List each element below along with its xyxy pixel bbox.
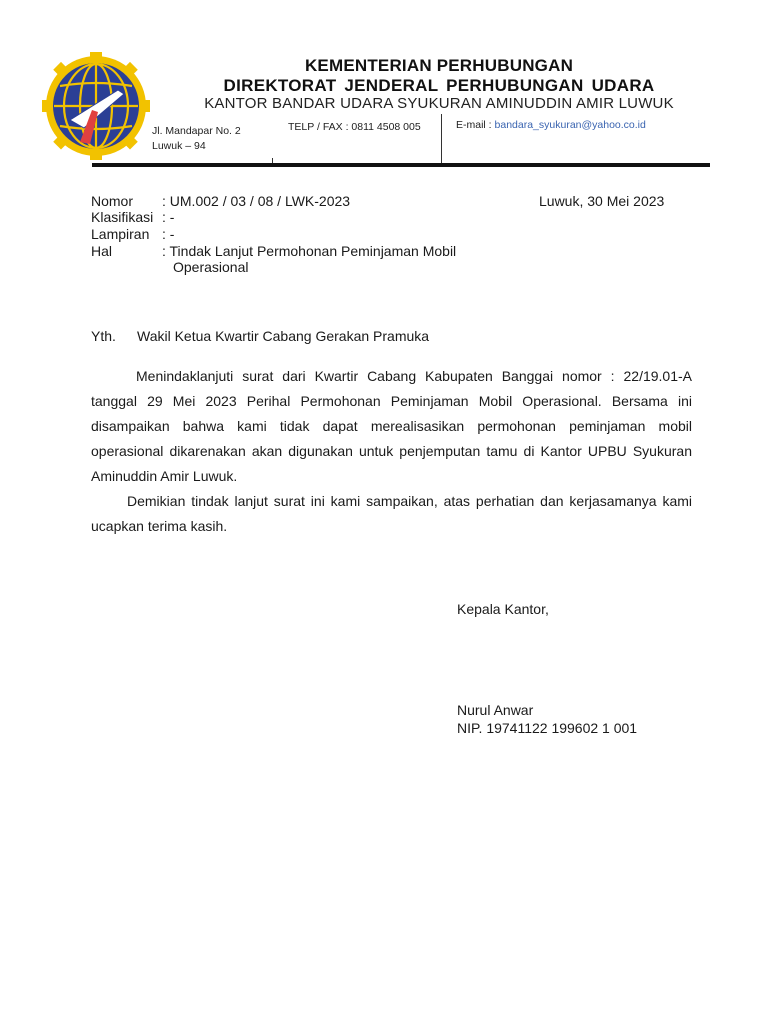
- body-paragraph-1: Menindaklanjuti surat dari Kwartir Cabang Kabupaten Banggai nomor : 22/19.01-A tanggal 29 Mei 2023 Perihal Permohonan Peminjaman Mobil Operasional. Bersama ini disampaikan bahwa kami tidak dapat merealisasikan permohonan peminjaman mobil operasional dikarenakan akan digunakan untuk penjemputan tamu di Kantor UPBU Syukuran Aminuddin Amir Luwuk.: [91, 368, 692, 484]
- globe-gear-icon: [40, 50, 152, 162]
- nomor-value: : UM.002 / 03 / 08 / LWK-2023: [162, 193, 351, 209]
- recipient-label: Yth.: [91, 328, 116, 344]
- divider-vertical-2: [441, 114, 442, 164]
- signature-name: Nurul Anwar: [457, 702, 534, 718]
- email-link[interactable]: bandara_syukuran@yahoo.co.id: [494, 119, 646, 131]
- letterhead-rule: [92, 163, 710, 167]
- office-email: [456, 119, 646, 131]
- klasifikasi-value: : -: [162, 209, 175, 225]
- address-line-1: Jl. Mandapar No. 2: [152, 125, 241, 137]
- body-paragraph-2: Demikian tindak lanjut surat ini kami sampaikan, atas perhatian dan kerjasamanya kami ucapkan terima kasih.: [91, 493, 692, 534]
- lampiran-value: : -: [162, 226, 175, 242]
- ministry-logo: [40, 50, 152, 162]
- ministry-name: KEMENTERIAN PERHUBUNGAN: [304, 56, 574, 75]
- signature-title: Kepala Kantor,: [457, 601, 549, 617]
- hal-label: Hal: [91, 243, 113, 259]
- office-phone: TELP / FAX : 0811 4508 005: [288, 121, 421, 133]
- directorate-name: DIREKTORAT JENDERAL PERHUBUNGAN UDARA: [223, 76, 655, 95]
- email-label: E-mail :: [456, 119, 495, 131]
- lampiran-label: Lampiran: [91, 226, 150, 242]
- nomor-label: Nomor: [91, 193, 134, 209]
- office-name: KANTOR BANDAR UDARA SYUKURAN AMINUDDIN AMIR LUWUK: [204, 95, 674, 112]
- address-line-2: Luwuk – 94: [152, 140, 206, 152]
- letter-date: Luwuk, 30 Mei 2023: [539, 193, 665, 209]
- hal-value-line-1: : Tindak Lanjut Permohonan Peminjaman Mobil: [162, 243, 457, 259]
- recipient-name: Wakil Ketua Kwartir Cabang Gerakan Pramuka: [137, 328, 430, 344]
- signature-nip: NIP. 19741122 199602 1 001: [457, 720, 638, 736]
- hal-value-line-2: Operasional: [173, 259, 249, 275]
- office-address: [152, 124, 241, 154]
- klasifikasi-label: Klasifikasi: [91, 209, 154, 225]
